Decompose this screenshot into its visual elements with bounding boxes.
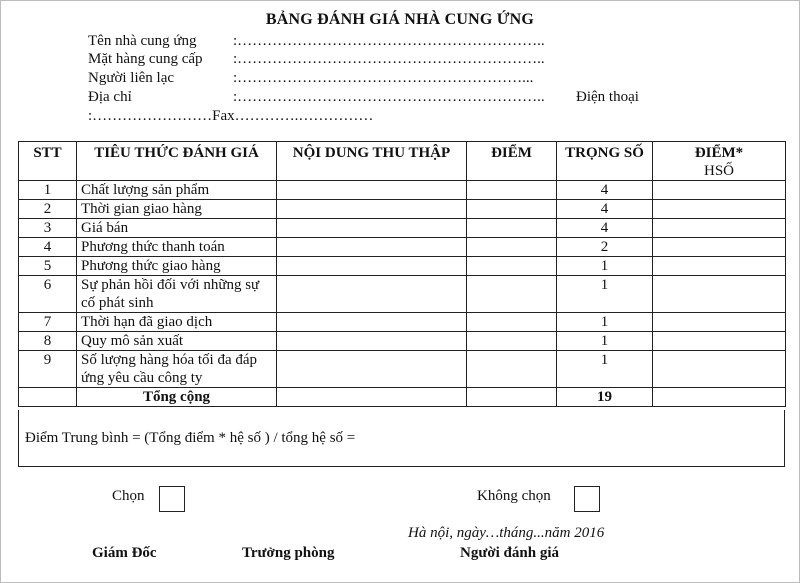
header-weighted-sub: HSỐ bbox=[703, 163, 734, 179]
table-row bbox=[19, 257, 786, 276]
header-weighted-score bbox=[653, 142, 786, 181]
row-weight: 1 bbox=[557, 276, 653, 313]
row-stt: 5 bbox=[19, 257, 77, 276]
row-content-cell[interactable] bbox=[277, 276, 467, 313]
row-stt: 6 bbox=[19, 276, 77, 313]
row-criteria: Giá bán bbox=[77, 219, 277, 238]
row-weight: 1 bbox=[557, 257, 653, 276]
form-title: BẢNG ĐÁNH GIÁ NHÀ CUNG ỨNG bbox=[265, 11, 535, 28]
row-weight: 4 bbox=[557, 200, 653, 219]
choose-label: Chọn bbox=[112, 488, 145, 504]
row-content-cell[interactable] bbox=[277, 351, 467, 388]
table-row bbox=[19, 181, 786, 200]
row-weighted-cell[interactable] bbox=[653, 351, 786, 388]
formula-box bbox=[18, 410, 785, 467]
row-stt: 8 bbox=[19, 332, 77, 351]
row-weighted-cell[interactable] bbox=[653, 332, 786, 351]
row-weighted-cell[interactable] bbox=[653, 181, 786, 200]
row-weight: 4 bbox=[557, 181, 653, 200]
total-content-cell bbox=[277, 388, 467, 407]
row-stt: 1 bbox=[19, 181, 77, 200]
row-weight: 1 bbox=[557, 313, 653, 332]
row-criteria: Sự phản hồi đối với những sự cố phát sinh bbox=[77, 276, 277, 313]
row-stt: 2 bbox=[19, 200, 77, 219]
table-row bbox=[19, 313, 786, 332]
row-content-cell[interactable] bbox=[277, 238, 467, 257]
total-weight: 19 bbox=[557, 388, 653, 407]
contact-field[interactable]: :…………………………………………………... bbox=[233, 70, 534, 86]
table-header-row bbox=[19, 142, 786, 181]
supplier-name-label: Tên nhà cung ứng bbox=[88, 33, 197, 49]
row-score-cell[interactable] bbox=[467, 276, 557, 313]
not-choose-label: Không chọn bbox=[477, 488, 551, 504]
row-weighted-cell[interactable] bbox=[653, 257, 786, 276]
row-content-cell[interactable] bbox=[277, 313, 467, 332]
row-content-cell[interactable] bbox=[277, 219, 467, 238]
table-row bbox=[19, 332, 786, 351]
total-row bbox=[19, 388, 786, 407]
row-weighted-cell[interactable] bbox=[653, 219, 786, 238]
total-stt-cell bbox=[19, 388, 77, 407]
phone-fax-field[interactable]: :……………………Fax………….…………… bbox=[88, 108, 374, 124]
header-score: ĐIỂM bbox=[467, 142, 557, 181]
header-weighted-main: ĐIỂM* bbox=[694, 145, 744, 161]
row-score-cell[interactable] bbox=[467, 351, 557, 388]
evaluation-table bbox=[18, 141, 786, 407]
row-weighted-cell[interactable] bbox=[653, 238, 786, 257]
choose-checkbox[interactable] bbox=[159, 486, 185, 512]
head-of-dept-signature-label: Trưởng phòng bbox=[242, 545, 335, 561]
average-formula: Điểm Trung bình = (Tổng điểm * hệ số ) / tổng hệ số = bbox=[25, 430, 356, 446]
header-stt: STT bbox=[19, 142, 77, 181]
row-content-cell[interactable] bbox=[277, 332, 467, 351]
evaluator-signature-label: Người đánh giá bbox=[460, 545, 560, 561]
row-criteria: Chất lượng sản phẩm bbox=[77, 181, 277, 200]
row-score-cell[interactable] bbox=[467, 219, 557, 238]
product-label: Mặt hàng cung cấp bbox=[88, 51, 203, 67]
supplier-name-field[interactable]: :…………………………………………………….. bbox=[233, 33, 545, 49]
row-criteria: Thời gian giao hàng bbox=[77, 200, 277, 219]
product-field[interactable]: :…………………………………………………….. bbox=[233, 51, 545, 67]
row-score-cell[interactable] bbox=[467, 181, 557, 200]
address-field[interactable]: :…………………………………………………….. bbox=[233, 89, 545, 105]
row-score-cell[interactable] bbox=[467, 332, 557, 351]
row-weighted-cell[interactable] bbox=[653, 200, 786, 219]
total-weighted-cell[interactable] bbox=[653, 388, 786, 407]
row-weight: 2 bbox=[557, 238, 653, 257]
row-stt: 3 bbox=[19, 219, 77, 238]
row-weighted-cell[interactable] bbox=[653, 313, 786, 332]
table-row bbox=[19, 238, 786, 257]
header-weight: TRỌNG SỐ bbox=[557, 142, 653, 181]
row-stt: 4 bbox=[19, 238, 77, 257]
place-date: Hà nội, ngày…tháng...năm 2016 bbox=[408, 525, 605, 541]
table-row bbox=[19, 276, 786, 313]
table-row bbox=[19, 200, 786, 219]
row-criteria: Phương thức giao hàng bbox=[77, 257, 277, 276]
row-criteria: Thời hạn đã giao dịch bbox=[77, 313, 277, 332]
row-stt: 7 bbox=[19, 313, 77, 332]
header-content: NỘI DUNG THU THẬP bbox=[277, 142, 467, 181]
row-weight: 1 bbox=[557, 332, 653, 351]
row-criteria: Phương thức thanh toán bbox=[77, 238, 277, 257]
row-score-cell[interactable] bbox=[467, 200, 557, 219]
row-weight: 4 bbox=[557, 219, 653, 238]
header-criteria: TIÊU THỨC ĐÁNH GIÁ bbox=[77, 142, 277, 181]
row-content-cell[interactable] bbox=[277, 257, 467, 276]
total-score-cell[interactable] bbox=[467, 388, 557, 407]
row-stt: 9 bbox=[19, 351, 77, 388]
row-weight: 1 bbox=[557, 351, 653, 388]
row-criteria: Số lượng hàng hóa tối đa đáp ứng yêu cầu công ty bbox=[77, 351, 277, 388]
row-weighted-cell[interactable] bbox=[653, 276, 786, 313]
phone-label: Điện thoại bbox=[576, 89, 639, 105]
table-row bbox=[19, 219, 786, 238]
row-content-cell[interactable] bbox=[277, 181, 467, 200]
row-criteria: Quy mô sản xuất bbox=[77, 332, 277, 351]
row-score-cell[interactable] bbox=[467, 313, 557, 332]
row-score-cell[interactable] bbox=[467, 238, 557, 257]
not-choose-checkbox[interactable] bbox=[574, 486, 600, 512]
total-label: Tổng cộng bbox=[77, 388, 277, 407]
table-row bbox=[19, 351, 786, 388]
row-content-cell[interactable] bbox=[277, 200, 467, 219]
row-score-cell[interactable] bbox=[467, 257, 557, 276]
address-label: Địa chỉ bbox=[88, 89, 132, 105]
contact-label: Người liên lạc bbox=[88, 70, 175, 86]
director-signature-label: Giám Đốc bbox=[92, 545, 157, 561]
